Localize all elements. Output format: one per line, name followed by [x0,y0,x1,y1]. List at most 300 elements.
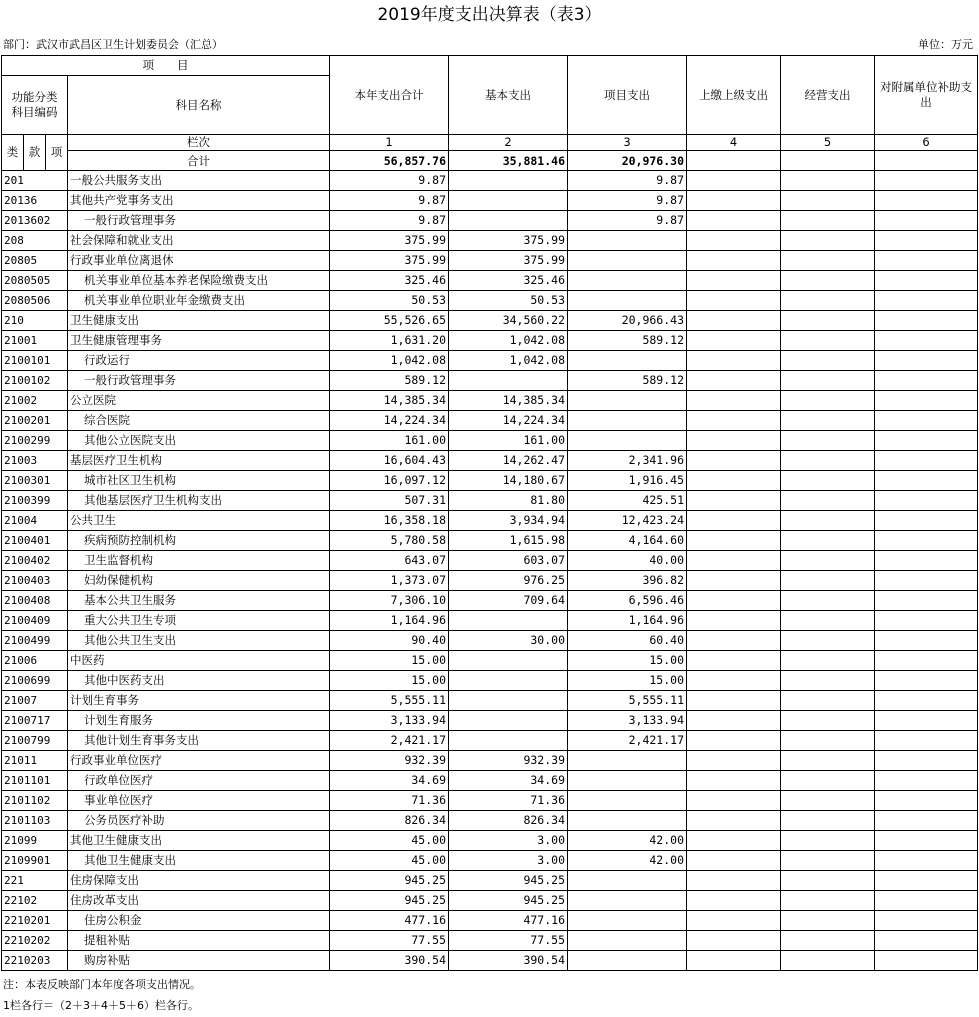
row-code: 2210201 [2,911,68,931]
expenditure-table [1,55,978,971]
row-value-1: 14,224.34 [330,411,449,431]
table-row [2,251,978,271]
row-name: 其他卫生健康支出 [68,851,330,871]
row-value-3 [568,771,687,791]
row-value-3: 6,596.46 [568,591,687,611]
row-value-6 [875,611,978,631]
row-value-2 [449,731,568,751]
row-code: 21011 [2,751,68,771]
row-value-6 [875,371,978,391]
table-row [2,471,978,491]
row-value-4 [687,711,781,731]
row-value-2: 3.00 [449,831,568,851]
row-value-3: 12,423.24 [568,511,687,531]
row-value-1: 14,385.34 [330,391,449,411]
table-row [2,891,978,911]
row-value-1: 71.36 [330,791,449,811]
row-value-1: 15.00 [330,671,449,691]
row-code: 2210203 [2,951,68,971]
row-value-1: 2,421.17 [330,731,449,751]
row-value-1: 55,526.65 [330,311,449,331]
row-value-1: 9.87 [330,191,449,211]
row-value-2 [449,211,568,231]
row-value-2: 81.80 [449,491,568,511]
row-name: 公立医院 [68,391,330,411]
row-value-1: 50.53 [330,291,449,311]
row-value-3: 15.00 [568,671,687,691]
row-code: 2101103 [2,811,68,831]
row-value-3 [568,391,687,411]
row-value-3: 15.00 [568,651,687,671]
row-name: 综合医院 [68,411,330,431]
row-value-4 [687,831,781,851]
row-value-3 [568,291,687,311]
row-code: 2100717 [2,711,68,731]
row-value-6 [875,811,978,831]
col-num-6: 6 [875,135,978,151]
row-value-6 [875,831,978,851]
row-value-4 [687,611,781,631]
row-value-3: 42.00 [568,851,687,871]
row-value-4 [687,851,781,871]
col-num-5: 5 [781,135,875,151]
row-code: 2100799 [2,731,68,751]
table-row [2,871,978,891]
row-code: 20805 [2,251,68,271]
row-value-3: 425.51 [568,491,687,511]
row-value-2: 826.34 [449,811,568,831]
row-value-3 [568,791,687,811]
row-value-5 [781,191,875,211]
table-row [2,711,978,731]
row-name: 其他公立医院支出 [68,431,330,451]
row-value-4 [687,391,781,411]
row-value-5 [781,611,875,631]
row-value-1: 77.55 [330,931,449,951]
row-name: 卫生健康支出 [68,311,330,331]
row-name: 中医药 [68,651,330,671]
row-value-3 [568,911,687,931]
row-value-3: 1,164.96 [568,611,687,631]
row-code: 2100408 [2,591,68,611]
row-value-1: 45.00 [330,831,449,851]
row-value-1: 9.87 [330,171,449,191]
row-value-3: 60.40 [568,631,687,651]
row-value-5 [781,491,875,511]
row-value-3: 40.00 [568,551,687,571]
row-value-1: 16,604.43 [330,451,449,471]
row-value-5 [781,831,875,851]
row-name: 一般行政管理事务 [68,211,330,231]
row-value-1: 1,631.20 [330,331,449,351]
row-value-4 [687,891,781,911]
row-value-6 [875,271,978,291]
row-value-5 [781,591,875,611]
row-value-2: 161.00 [449,431,568,451]
row-value-3 [568,931,687,951]
row-value-5 [781,791,875,811]
row-value-5 [781,211,875,231]
row-name: 卫生监督机构 [68,551,330,571]
row-value-3: 5,555.11 [568,691,687,711]
row-name: 妇幼保健机构 [68,571,330,591]
row-code: 2100402 [2,551,68,571]
table-row [2,231,978,251]
row-value-4 [687,371,781,391]
total-value-5 [781,151,875,171]
table-row [2,751,978,771]
page-title: 2019年度支出决算表（表3） [377,5,602,25]
row-value-4 [687,231,781,251]
header-col-project: 项目支出 [568,56,687,135]
row-value-1: 5,780.58 [330,531,449,551]
row-value-4 [687,271,781,291]
row-value-4 [687,171,781,191]
row-code: 221 [2,871,68,891]
row-value-5 [781,811,875,831]
row-value-2 [449,691,568,711]
row-code: 2101101 [2,771,68,791]
row-value-6 [875,471,978,491]
note-2: 1栏各行＝（2＋3＋4＋5＋6）栏各行。 [3,999,199,1012]
row-value-3 [568,411,687,431]
header-subject: 科目名称 [68,76,330,135]
table-row [2,331,978,351]
table-row [2,651,978,671]
row-name: 公共卫生 [68,511,330,531]
row-value-2: 14,180.67 [449,471,568,491]
row-code: 208 [2,231,68,251]
row-value-4 [687,411,781,431]
row-name: 行政事业单位离退休 [68,251,330,271]
row-value-4 [687,291,781,311]
row-value-3: 396.82 [568,571,687,591]
row-value-5 [781,331,875,351]
row-value-4 [687,191,781,211]
header-col-upper: 上缴上级支出 [687,56,781,135]
header-xiang: 项 [46,135,68,171]
row-value-5 [781,351,875,371]
row-value-4 [687,491,781,511]
row-value-5 [781,911,875,931]
row-value-4 [687,751,781,771]
table-row [2,171,978,191]
row-name: 计划生育事务 [68,691,330,711]
row-value-6 [875,891,978,911]
row-value-5 [781,651,875,671]
row-value-3 [568,951,687,971]
table-row [2,591,978,611]
row-name: 公务员医疗补助 [68,811,330,831]
table-row [2,551,978,571]
row-name: 疾病预防控制机构 [68,531,330,551]
row-value-2 [449,371,568,391]
header-col-total: 本年支出合计 [330,56,449,135]
row-value-1: 589.12 [330,371,449,391]
row-value-4 [687,211,781,231]
row-name: 住房改革支出 [68,891,330,911]
row-name: 计划生育服务 [68,711,330,731]
row-value-5 [781,311,875,331]
table-row [2,311,978,331]
row-value-2: 932.39 [449,751,568,771]
row-value-4 [687,931,781,951]
table-row [2,951,978,971]
row-value-1: 375.99 [330,231,449,251]
table-row [2,851,978,871]
col-num-1: 1 [330,135,449,151]
row-value-3: 589.12 [568,331,687,351]
row-value-2: 34,560.22 [449,311,568,331]
row-value-4 [687,251,781,271]
row-value-4 [687,331,781,351]
row-value-2: 3,934.94 [449,511,568,531]
row-value-6 [875,651,978,671]
row-value-2: 325.46 [449,271,568,291]
header-item: 项 目 [2,56,330,76]
row-value-1: 826.34 [330,811,449,831]
row-value-2: 375.99 [449,231,568,251]
row-value-6 [875,211,978,231]
row-value-5 [781,711,875,731]
table-row [2,371,978,391]
row-value-4 [687,771,781,791]
row-value-3: 589.12 [568,371,687,391]
row-value-3: 20,966.43 [568,311,687,331]
row-value-2: 375.99 [449,251,568,271]
col-num-4: 4 [687,135,781,151]
row-value-6 [875,631,978,651]
row-code: 2100201 [2,411,68,431]
row-value-3: 42.00 [568,831,687,851]
row-value-2: 14,262.47 [449,451,568,471]
row-code: 2080506 [2,291,68,311]
row-value-1: 3,133.94 [330,711,449,731]
row-value-1: 375.99 [330,251,449,271]
row-name: 城市社区卫生机构 [68,471,330,491]
row-code: 210 [2,311,68,331]
row-code: 2100409 [2,611,68,631]
row-code: 2100403 [2,571,68,591]
row-value-1: 643.07 [330,551,449,571]
row-value-5 [781,251,875,271]
header-func-code: 功能分类 科目编码 [2,76,68,135]
row-value-2: 709.64 [449,591,568,611]
row-value-4 [687,551,781,571]
row-value-6 [875,351,978,371]
row-name: 其他卫生健康支出 [68,831,330,851]
row-value-6 [875,751,978,771]
row-value-3 [568,891,687,911]
row-name: 社会保障和就业支出 [68,231,330,251]
row-value-6 [875,591,978,611]
row-code: 21007 [2,691,68,711]
total-value-3: 20,976.30 [568,151,687,171]
total-value-2: 35,881.46 [449,151,568,171]
row-value-6 [875,571,978,591]
row-value-4 [687,571,781,591]
table-row [2,531,978,551]
row-value-5 [781,411,875,431]
row-value-3: 4,164.60 [568,531,687,551]
row-code: 21003 [2,451,68,471]
row-value-4 [687,511,781,531]
row-value-6 [875,691,978,711]
row-value-3 [568,231,687,251]
row-value-6 [875,231,978,251]
header-col-subsidy: 对附属单位补助支出 [875,56,978,135]
row-code: 2100499 [2,631,68,651]
row-value-2: 1,042.08 [449,351,568,371]
row-value-2: 71.36 [449,791,568,811]
row-value-5 [781,271,875,291]
table-row [2,931,978,951]
row-value-3: 3,133.94 [568,711,687,731]
row-value-3 [568,811,687,831]
row-value-6 [875,551,978,571]
row-value-5 [781,471,875,491]
row-value-6 [875,871,978,891]
row-value-6 [875,331,978,351]
row-code: 2100399 [2,491,68,511]
row-value-4 [687,791,781,811]
row-code: 2013602 [2,211,68,231]
total-value-6 [875,151,978,171]
row-value-6 [875,251,978,271]
row-value-5 [781,571,875,591]
table-row [2,491,978,511]
row-value-1: 1,164.96 [330,611,449,631]
row-value-1: 16,097.12 [330,471,449,491]
row-value-1: 15.00 [330,651,449,671]
row-value-3 [568,351,687,371]
row-code: 21099 [2,831,68,851]
row-value-4 [687,351,781,371]
row-value-4 [687,471,781,491]
row-value-6 [875,311,978,331]
table-row [2,191,978,211]
row-value-2: 603.07 [449,551,568,571]
row-name: 基本公共卫生服务 [68,591,330,611]
row-name: 机关事业单位职业年金缴费支出 [68,291,330,311]
row-value-2 [449,191,568,211]
row-value-5 [781,871,875,891]
row-value-5 [781,891,875,911]
row-value-3 [568,271,687,291]
table-row [2,511,978,531]
row-name: 行政事业单位医疗 [68,751,330,771]
row-value-3: 1,916.45 [568,471,687,491]
row-name: 其他中医药支出 [68,671,330,691]
row-value-1: 90.40 [330,631,449,651]
row-value-6 [875,411,978,431]
row-name: 行政运行 [68,351,330,371]
row-value-2: 50.53 [449,291,568,311]
row-code: 21001 [2,331,68,351]
row-value-5 [781,511,875,531]
row-value-3 [568,871,687,891]
row-value-4 [687,691,781,711]
row-name: 机关事业单位基本养老保险缴费支出 [68,271,330,291]
row-value-5 [781,731,875,751]
row-value-4 [687,651,781,671]
row-value-5 [781,631,875,651]
row-value-3: 9.87 [568,171,687,191]
row-value-3: 2,421.17 [568,731,687,751]
row-name: 其他基层医疗卫生机构支出 [68,491,330,511]
row-value-5 [781,531,875,551]
table-row [2,791,978,811]
row-code: 2109901 [2,851,68,871]
row-value-5 [781,551,875,571]
row-value-1: 34.69 [330,771,449,791]
row-value-1: 932.39 [330,751,449,771]
row-value-4 [687,911,781,931]
unit-label: 单位：万元 [918,38,973,51]
row-name: 住房保障支出 [68,871,330,891]
row-value-4 [687,811,781,831]
row-value-3 [568,251,687,271]
row-code: 2100299 [2,431,68,451]
row-value-3: 2,341.96 [568,451,687,471]
row-value-6 [875,711,978,731]
row-value-2: 390.54 [449,951,568,971]
row-value-4 [687,871,781,891]
row-value-2: 14,385.34 [449,391,568,411]
row-value-6 [875,191,978,211]
row-value-1: 161.00 [330,431,449,451]
department-label: 部门：武汉市武昌区卫生计划委员会（汇总） [3,38,223,51]
row-value-1: 45.00 [330,851,449,871]
table-row [2,351,978,371]
row-value-5 [781,291,875,311]
row-name: 一般公共服务支出 [68,171,330,191]
row-value-1: 325.46 [330,271,449,291]
table-row [2,811,978,831]
row-value-6 [875,791,978,811]
row-name: 基层医疗卫生机构 [68,451,330,471]
row-value-6 [875,431,978,451]
row-value-5 [781,671,875,691]
row-value-3 [568,751,687,771]
row-name: 其他计划生育事务支出 [68,731,330,751]
row-value-4 [687,531,781,551]
row-value-4 [687,451,781,471]
row-code: 2100301 [2,471,68,491]
row-value-5 [781,431,875,451]
row-value-1: 945.25 [330,871,449,891]
row-value-6 [875,951,978,971]
row-value-5 [781,391,875,411]
row-code: 2101102 [2,791,68,811]
row-value-1: 477.16 [330,911,449,931]
row-value-4 [687,431,781,451]
row-name: 其他共产党事务支出 [68,191,330,211]
row-value-6 [875,291,978,311]
row-code: 2100102 [2,371,68,391]
row-value-1: 7,306.10 [330,591,449,611]
row-value-4 [687,311,781,331]
header-col-business: 经营支出 [781,56,875,135]
row-value-2: 77.55 [449,931,568,951]
row-name: 行政单位医疗 [68,771,330,791]
row-value-6 [875,451,978,471]
row-value-2: 976.25 [449,571,568,591]
row-value-5 [781,231,875,251]
row-name: 卫生健康管理事务 [68,331,330,351]
row-value-3: 9.87 [568,211,687,231]
row-value-4 [687,631,781,651]
